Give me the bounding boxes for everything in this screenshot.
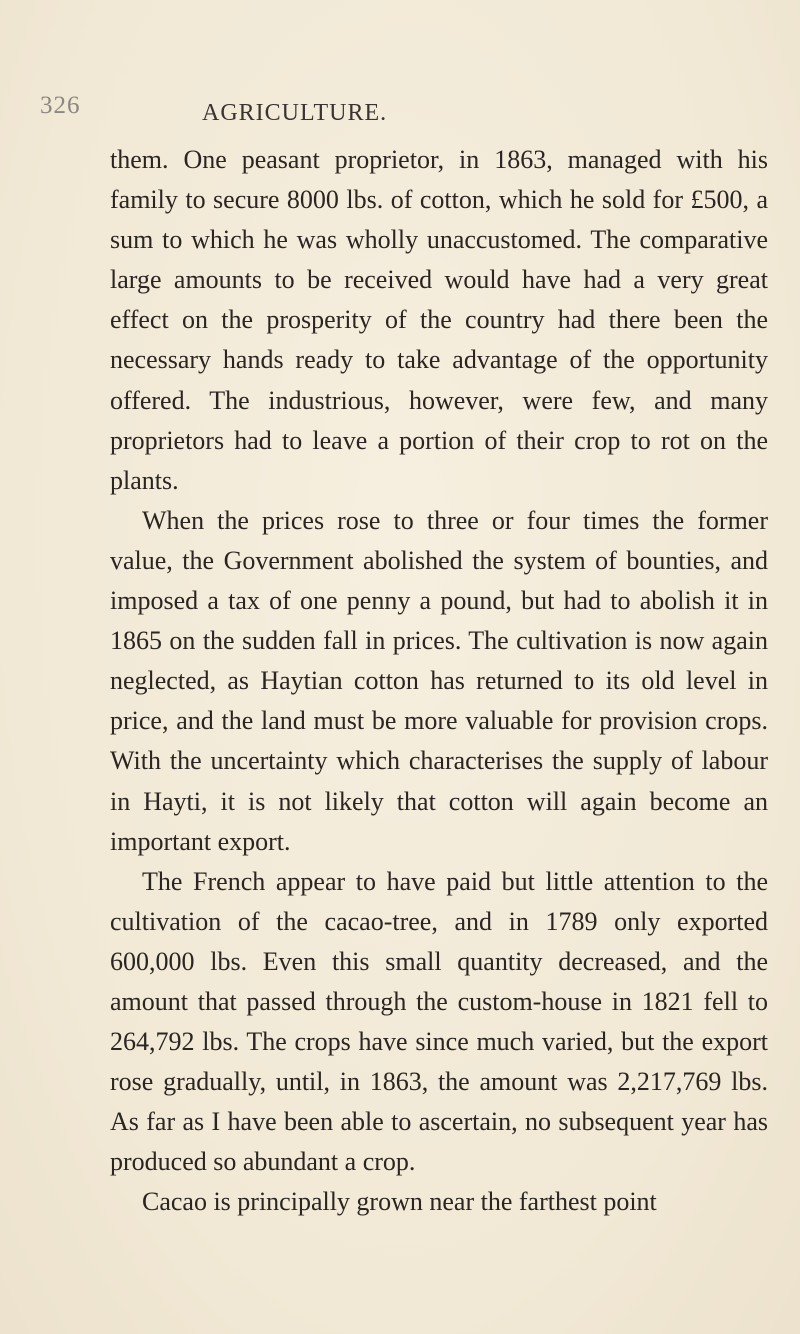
paragraph-cacao-growing: Cacao is principally grown near the farthest point [142,1187,657,1217]
page-number: 326 [40,92,81,119]
running-head: AGRICULTURE. [202,100,388,126]
paragraph-continued: them. One peasant proprietor, in 1863, managed with his family to secure 8000 lbs. of cotton, which he sold for £500, a sum to which he was wholly unaccustomed. The comparative large amounts to be received would have had a very great effect on the prosperity of the country had there been the necessary hands ready to take advantage of the opportunity offered. The industrious, however, were few, and many proprietors had to leave a portion of their crop to rot on the plants. [110,145,768,495]
paragraph-cacao-export: The French appear to have paid but little attention to the cultivation of the cacao-tree, and in 1789 only exported 600,000 lbs. Even this small quantity decreased, and the amount that passed through the custom-house in 1821 fell to 264,792 lbs. The crops have since much varied, but the export rose gradually, until, in 1863, the amount was 2,217,769 lbs. As far as I have been able to ascertain, no subsequent year has produced so abundant a crop. [110,866,768,1177]
body-text [110,140,768,1223]
paragraph-cotton-prices: When the prices rose to three or four times the former value, the Government abolished the system of bounties, and imposed a tax of one penny a pound, but had to abolish it in 1865 on the sudden fall in prices. The cultivation is now again neglected, as Haytian cotton has returned to its old level in price, and the land must be more valuable for provision crops. With the uncertainty which characterises the supply of labour in Hayti, it is not likely that cotton will again become an important export. [110,505,768,856]
